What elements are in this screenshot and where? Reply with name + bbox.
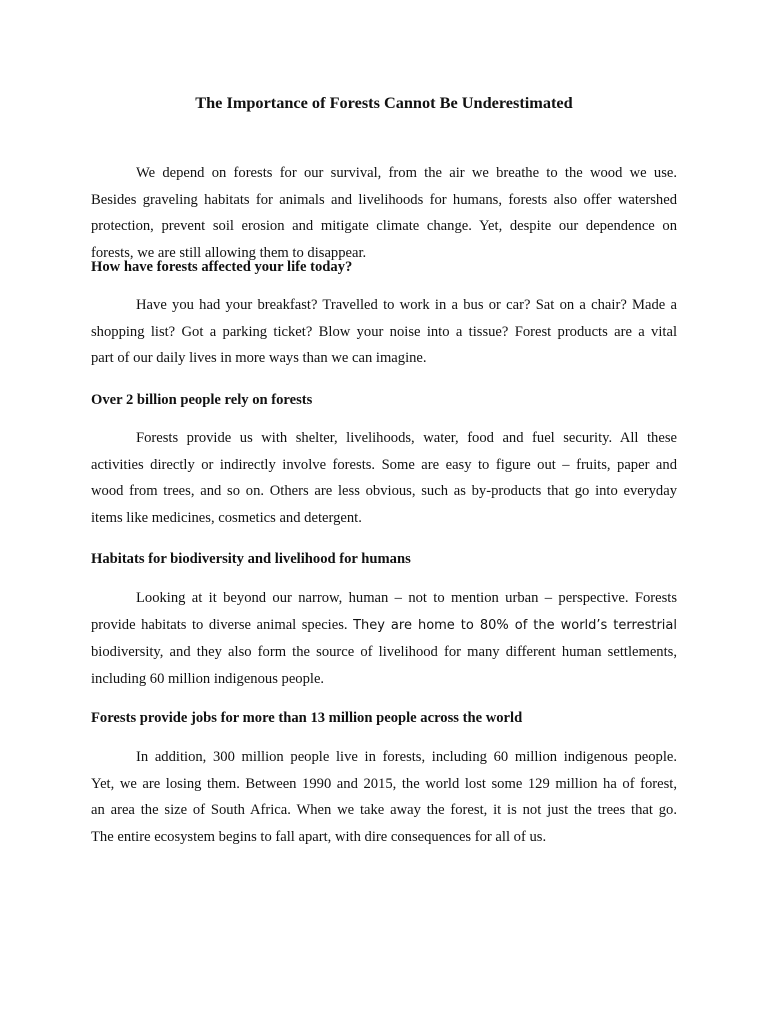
section-paragraph [91, 425, 677, 531]
paragraph-line: part of our daily lives in more ways than we can imagine. [91, 350, 427, 367]
paragraph-line: The entire ecosystem begins to fall apart, with dire consequences for all of us. [91, 828, 547, 845]
paragraph-line: Have you had your breakfast? Travelled to work in a bus or car? Sat on a chair? Made a [136, 297, 677, 313]
paragraph-line: We depend on forests for our survival, from the air we breathe to the wood we use. [136, 165, 677, 181]
paragraph-line [91, 612, 677, 640]
paragraph-line: Yet, we are losing them. Between 1990 and 2015, the world lost some 129 million ha of forest, [91, 775, 677, 792]
paragraph-line: Besides graveling habitats for animals and livelihoods for humans, forests also offer watershed [91, 191, 677, 208]
paragraph-line: an area the size of South Africa. When we take away the forest, it is not just the trees that go. [91, 802, 677, 819]
paragraph-text: provide habitats to diverse animal species. [91, 616, 348, 633]
section-paragraph [91, 585, 677, 692]
paragraph-line: In addition, 300 million people live in forests, including 60 million indigenous people. [136, 749, 677, 765]
section-heading: Forests provide jobs for more than 13 million people across the world [91, 710, 523, 726]
paragraph-text-sans: They are home to 80% of the world’s terrestrial [353, 617, 677, 633]
intro-paragraph [91, 160, 677, 266]
section-paragraph [91, 744, 677, 850]
paragraph-line: including 60 million indigenous people. [91, 670, 325, 687]
section-heading: How have forests affected your life today? [91, 259, 353, 275]
paragraph-line: Forests provide us with shelter, livelihoods, water, food and fuel security. All these [136, 430, 677, 446]
paragraph-line: Looking at it beyond our narrow, human – not to mention urban – perspective. Forests [136, 590, 677, 606]
paragraph-line: wood from trees, and so on. Others are less obvious, such as by-products that go into everyday [91, 483, 677, 500]
paragraph-line: items like medicines, cosmetics and detergent. [91, 509, 362, 526]
section-heading: Habitats for biodiversity and livelihood for humans [91, 551, 411, 567]
paragraph-line: forests, we are still allowing them to disappear. [91, 244, 367, 261]
page-title: The Importance of Forests Cannot Be Underestimated [195, 93, 573, 112]
paragraph-line: shopping list? Got a parking ticket? Blow your noise into a tissue? Forest products are a vital [91, 323, 677, 340]
paragraph-line: activities directly or indirectly involve forests. Some are easy to figure out – fruits, paper and [91, 456, 677, 473]
paragraph-line: protection, prevent soil erosion and mitigate climate change. Yet, despite our dependence on [91, 218, 677, 235]
section-heading: Over 2 billion people rely on forests [91, 392, 313, 408]
section-paragraph [91, 292, 677, 372]
paragraph-line: biodiversity, and they also form the source of livelihood for many different human settlements, [91, 644, 677, 661]
